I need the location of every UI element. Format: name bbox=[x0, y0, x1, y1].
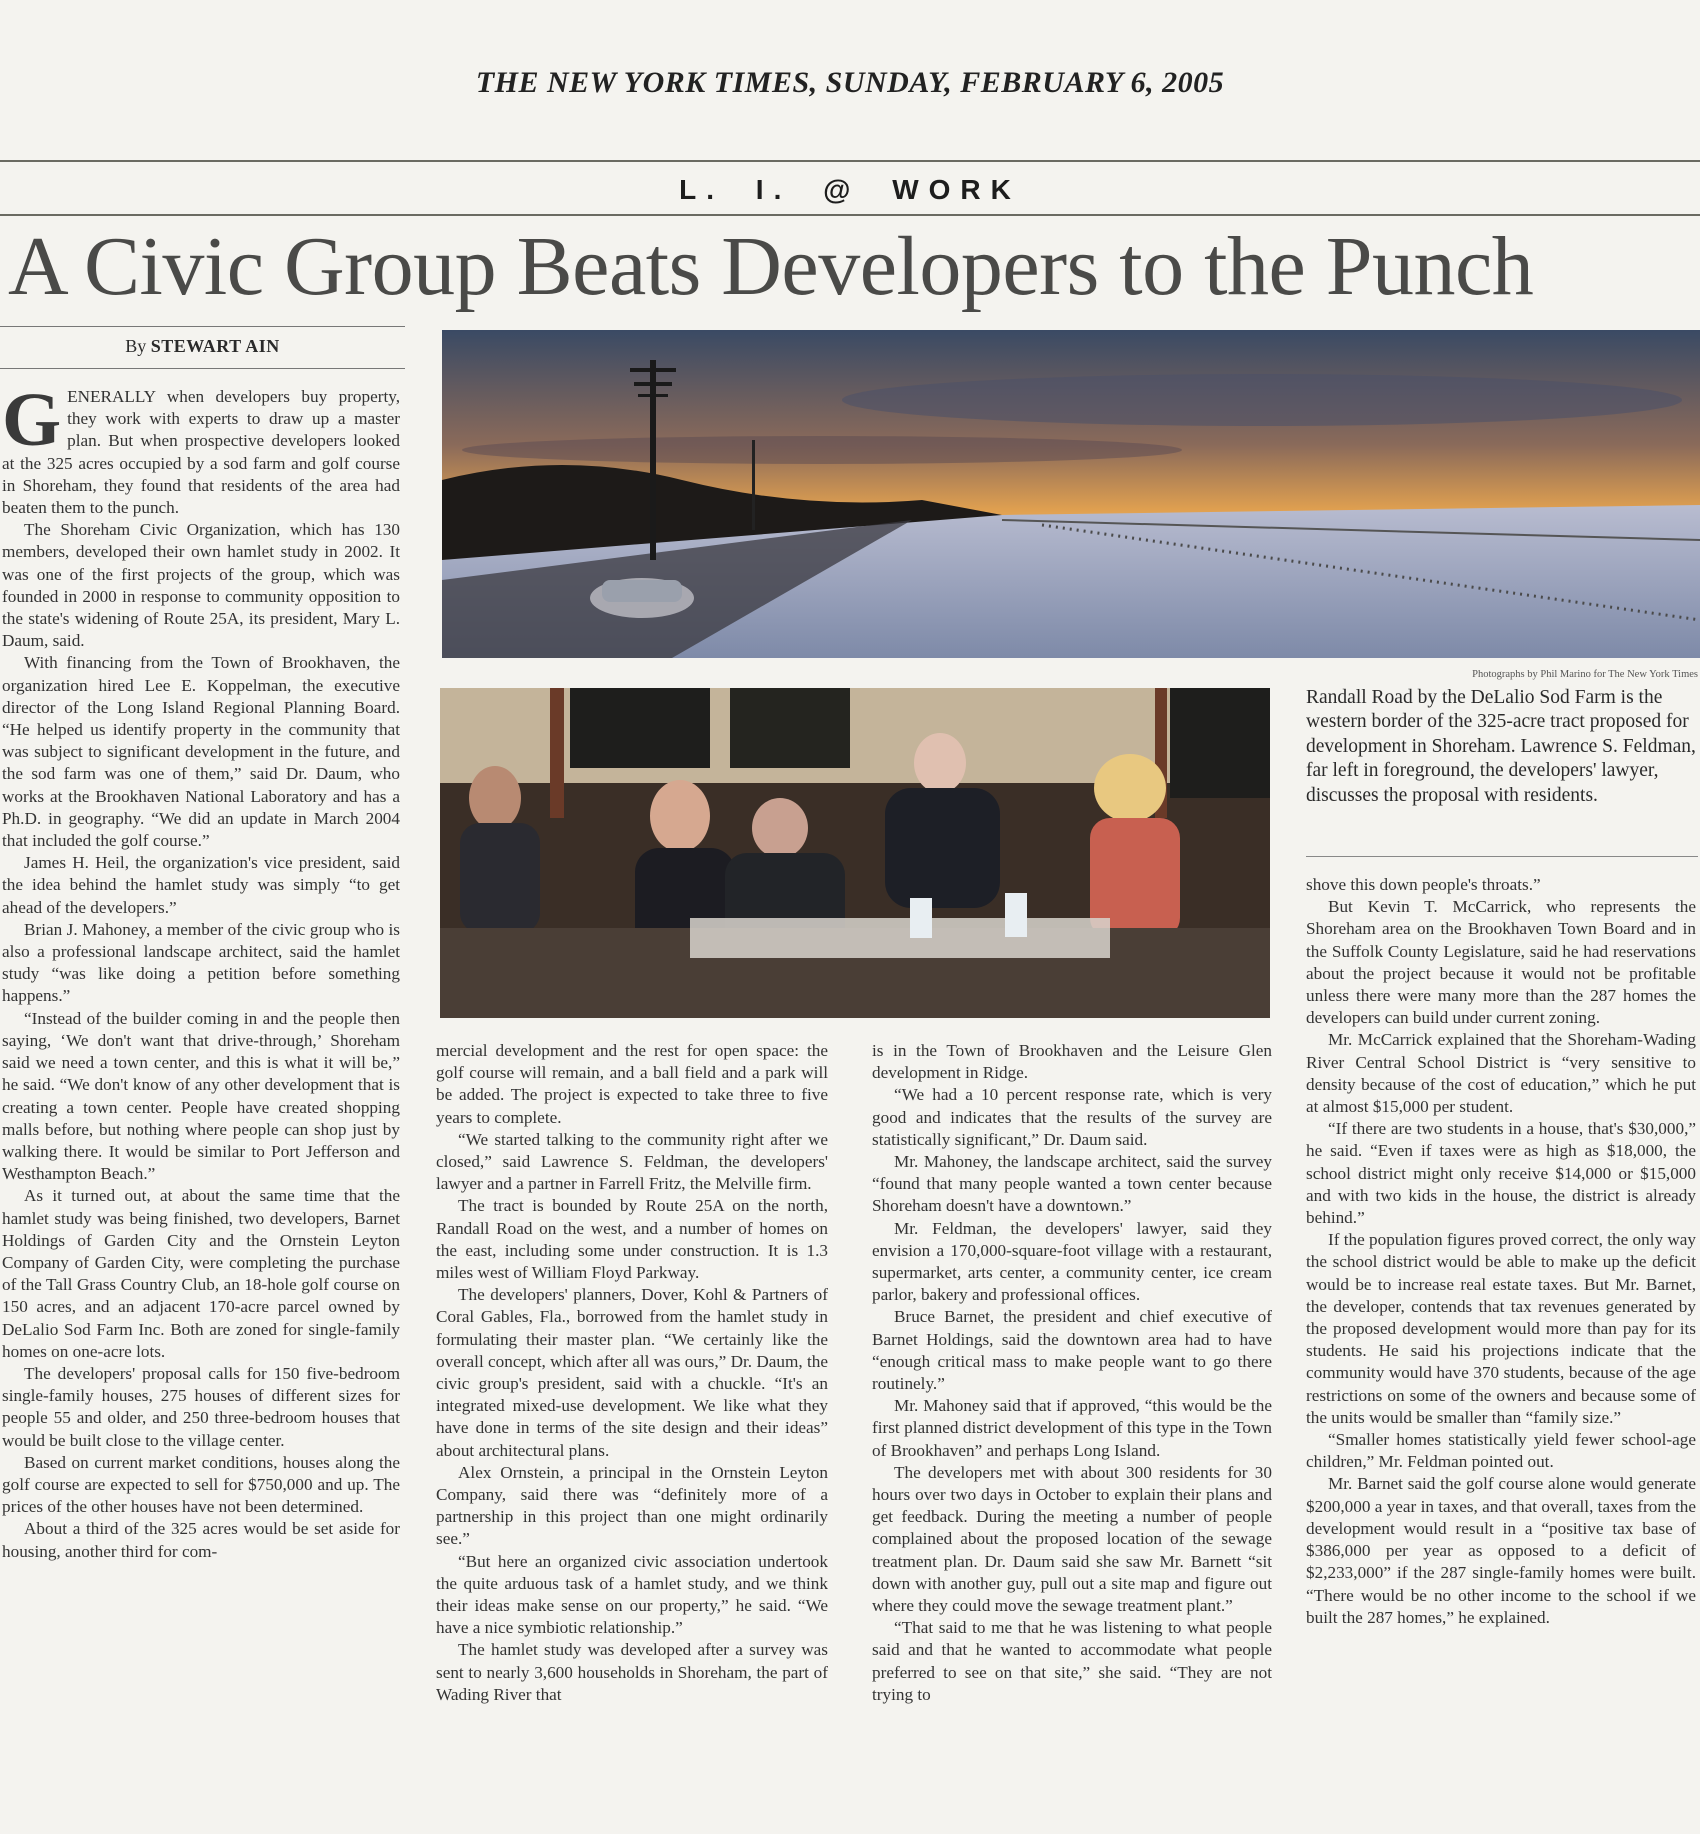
paragraph: “Instead of the builder coming in and the people then saying, ‘We don't want that drive-through,’ Shoreham said we need a town center, and this is what it will be,” he said. “We don't know of any other development that is creating a town center. People have created shopping malls before, but nothing where people can shop just by walking there. It would be similar to Port Jefferson and Westhampton Beach.” bbox=[2, 1008, 400, 1184]
photo-caption: Randall Road by the DeLalio Sod Farm is the western border of the 325-acre tract proposed for development in Shoreham. Lawrence S. Feldman, far left in foreground, the developers' lawyer, discusses the proposal with residents. bbox=[1306, 687, 1696, 806]
paragraph: Alex Ornstein, a principal in the Ornstein Leyton Company, said there was “definitely more of a partnership in this project than one might ordinarily see.” bbox=[436, 1462, 828, 1549]
lead-text: ENERALLY when developers buy property, they work with experts to draw up a master plan. But when prospective developers looked at the 325 acres occupied by a sod farm and golf course in Shoreham, they found that residents of the area had beaten them to the punch. bbox=[2, 387, 400, 518]
paragraph: About a third of the 325 acres would be set aside for housing, another third for com- bbox=[2, 1519, 400, 1561]
caption-rule bbox=[1306, 856, 1698, 857]
byline-rule-top bbox=[0, 326, 405, 327]
byline-rule-bottom bbox=[0, 368, 405, 369]
byline bbox=[0, 336, 405, 357]
paragraph: “But here an organized civic association undertook the quite arduous task of a hamlet study, and we think their ideas make sense on our property,” he said. “We have a nice symbiotic relationship.” bbox=[436, 1551, 828, 1638]
paragraph: If the population figures proved correct, the only way the school district would be able to make up the deficit would be to increase real estate taxes. But Mr. Barnet, the developer, contends that tax revenues generated by the proposed development would more than pay for its students. He said his projections indicate that the community would have 370 students, because of the age restrictions on some of the owners and because some of the units would be smaller than “family size.” bbox=[1306, 1230, 1696, 1427]
paragraph: “We started talking to the community right after we closed,” said Lawrence S. Feldman, the developers' lawyer and a partner in Farrell Fritz, the Melville firm. bbox=[436, 1129, 828, 1194]
paragraph: shove this down people's throats.” bbox=[1306, 875, 1541, 894]
paragraph: As it turned out, at about the same time that the hamlet study was being finished, two developers, Barnet Holdings of Garden City and the Ornstein Leyton Company of Garden City, were completing the purchase of the Tall Grass Country Club, an 18-hole golf course on 150 acres, and an adjacent 170-acre parcel owned by DeLalio Sod Farm Inc. Both are zoned for single-family homes on one-acre lots. bbox=[2, 1186, 400, 1361]
lead-paragraph bbox=[2, 378, 400, 519]
paragraph: mercial development and the rest for open space: the golf course will remain, and a ball field and a park will be added. The project is expected to take three to five years to complete. bbox=[436, 1041, 828, 1127]
section-rule bbox=[0, 214, 1700, 216]
dateline: THE NEW YORK TIMES, SUNDAY, FEBRUARY 6, 2005 bbox=[475, 66, 1225, 99]
article-column-4 bbox=[1306, 874, 1696, 1629]
paragraph: The tract is bounded by Route 25A on the north, Randall Road on the west, and a number of homes on the east, including some under construction. It is 1.3 miles west of William Floyd Parkway. bbox=[436, 1196, 828, 1283]
paragraph: “Smaller homes statistically yield fewer school-age children,” Mr. Feldman pointed out. bbox=[1306, 1430, 1696, 1472]
paragraph: The developers' planners, Dover, Kohl & Partners of Coral Gables, Fla., borrowed from the hamlet study in formulating their master plan. “We certainly like the overall concept, which after all was ours,” Dr. Daum, the civic group's president, said with a chuckle. “It's an integrated mixed-use development. We like what they have done in terms of the site design and their ideas” about architectural plans. bbox=[436, 1285, 828, 1460]
paragraph: Mr. Feldman, the developers' lawyer, said they envision a 170,000-square-foot village with a restaurant, supermarket, arts center, a community center, ice cream parlor, bakery and professional offices. bbox=[872, 1218, 1272, 1305]
paragraph: Based on current market conditions, houses along the golf course are expected to sell for $750,000 and up. The prices of the other houses have not been determined. bbox=[2, 1452, 400, 1517]
article-column-1 bbox=[2, 378, 400, 1563]
paragraph: The hamlet study was developed after a survey was sent to nearly 3,600 households in Shoreham, the part of Wading River that bbox=[436, 1640, 828, 1704]
top-rule bbox=[0, 160, 1700, 162]
dropcap: G bbox=[2, 378, 62, 462]
paragraph: “That said to me that he was listening to what people said and that he wanted to accommodate what people preferred to see on that site,” she said. “They are not trying to bbox=[872, 1618, 1272, 1704]
paragraph: James H. Heil, the organization's vice president, said the idea behind the hamlet study was simply “to get ahead of the developers.” bbox=[2, 853, 400, 917]
paragraph: But Kevin T. McCarrick, who represents the Shoreham area on the Brookhaven Town Board and in the Suffolk County Legislature, said he had reservations about the project because it would not be profitable unless there were many more than the 287 homes the developers can build under current zoning. bbox=[1306, 897, 1696, 1028]
paragraph: The Shoreham Civic Organization, which has 130 members, developed their own hamlet study in 2002. It was one of the first projects of the group, which was founded in 2000 in response to community opposition to the state's widening of Route 25A, its president, Mary L. Daum, said. bbox=[2, 520, 400, 651]
byline-name: STEWART AIN bbox=[150, 336, 280, 356]
paragraph: Bruce Barnet, the president and chief executive of Barnet Holdings, said the downtown area had to have “enough critical mass to make people want to go there routinely.” bbox=[872, 1307, 1272, 1394]
article-column-2 bbox=[436, 1040, 828, 1706]
paragraph: Mr. McCarrick explained that the Shoreham-Wading River Central School District is “very sensitive to density because of the cost of education,” which he put at almost $15,000 per student. bbox=[1306, 1030, 1696, 1117]
photo-credit: Photographs by Phil Marino for The New York Times bbox=[1472, 669, 1698, 680]
paragraph: is in the Town of Brookhaven and the Leisure Glen development in Ridge. bbox=[872, 1041, 1272, 1083]
landscape-photo bbox=[442, 330, 1700, 658]
paragraph: “If there are two students in a house, that's $30,000,” he said. “Even if taxes were as high as $18,000, the school district might only receive $14,000 or $15,000 and with two kids in the house, the district is already behind.” bbox=[1306, 1119, 1696, 1228]
article-column-3 bbox=[872, 1040, 1272, 1706]
meeting-photo bbox=[440, 688, 1270, 1018]
paragraph: Brian J. Mahoney, a member of the civic group who is also a professional landscape architect, said the hamlet study “was like doing a petition before something happens.” bbox=[2, 919, 400, 1006]
headline: A Civic Group Beats Developers to the Punch bbox=[8, 220, 1534, 313]
paragraph: Mr. Barnet said the golf course alone would generate $200,000 a year in taxes, and that overall, taxes from the development would result in a “positive tax base of $386,000 per year as opposed to a deficit of $2,233,000” if the 287 single-family homes were built. “There would be no other income to the school if we built the 287 homes,” he explained. bbox=[1306, 1474, 1696, 1627]
paragraph: Mr. Mahoney, the landscape architect, said the survey “found that many people wanted a town center because Shoreham doesn't have a downtown.” bbox=[872, 1152, 1272, 1216]
paragraph: “We had a 10 percent response rate, which is very good and indicates that the results of the survey are statistically significant,” Dr. Daum said. bbox=[872, 1085, 1272, 1149]
paragraph: With financing from the Town of Brookhaven, the organization hired Lee E. Koppelman, the executive director of the Long Island Regional Planning Board. “He helped us identify property in the community that was subject to significant development in the future, and the sod farm was one of them,” said Dr. Daum, who works at the Brookhaven National Laboratory and has a Ph.D. in geography. “We did an update in March 2004 that included the golf course.” bbox=[2, 653, 400, 851]
paragraph: The developers met with about 300 residents for 30 hours over two days in October to explain their plans and get feedback. During the meeting a number of people complained about the proposed location of the sewage treatment plan. Dr. Daum said she saw Mr. Barnett “sit down with another guy, pull out a site map and figure out where they could move the sewage treatment plant.” bbox=[872, 1462, 1272, 1616]
section-label: L. I. @ WORK bbox=[679, 174, 1021, 205]
paragraph: The developers' proposal calls for 150 five-bedroom single-family houses, 275 houses of different sizes for people 55 and older, and 250 three-bedroom houses that would be built close to the village center. bbox=[2, 1363, 400, 1450]
paragraph: Mr. Mahoney said that if approved, “this would be the first planned district development of this type in the Town of Brookhaven” and perhaps Long Island. bbox=[872, 1396, 1272, 1460]
byline-prefix: By bbox=[125, 336, 147, 356]
